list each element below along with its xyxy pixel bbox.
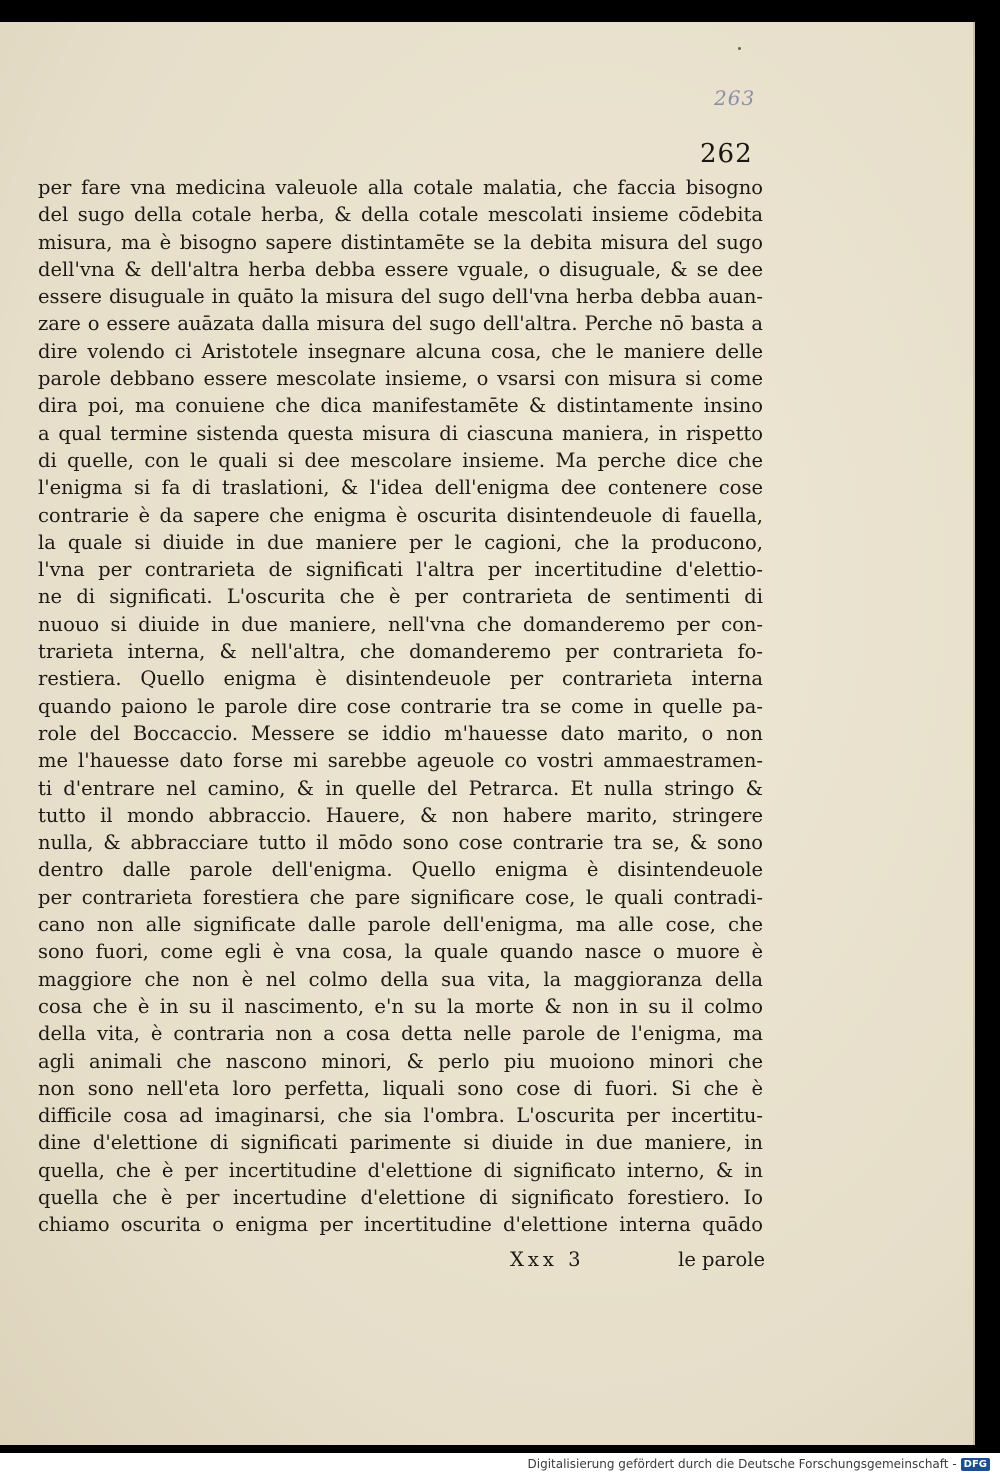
text-line: non sono nell'eta loro perfetta, liquali sono cose di fuori. Si che è <box>38 1076 763 1100</box>
text-line: la quale si diuide in due maniere per le cagioni, che la producono, <box>38 530 763 554</box>
text-line: tutto il mondo abbraccio. Hauere, & non habere marito, stringere <box>38 803 763 827</box>
text-line: della vita, è contraria non a cosa detta nelle parole de l'enigma, ma <box>38 1022 763 1046</box>
text-line: l'enigma si fa di traslationi, & l'idea dell'enigma dee contenere cose <box>38 476 763 500</box>
text-line: dire volendo ci Aristotele insegnare alcuna cosa, che le maniere delle <box>38 339 763 363</box>
text-line: dine d'elettione di significati parimente si diuide in due maniere, in <box>38 1131 763 1155</box>
text-line: quella, che è per incertitudine d'elettione di significato interno, & in <box>38 1158 763 1182</box>
credit-bar <box>0 1453 1000 1479</box>
paper-speck <box>738 47 741 50</box>
text-line: per fare vna medicina valeuole alla cotale malatia, che faccia bisogno <box>38 176 763 199</box>
text-line: restiera. Quello enigma è disintendeuole per contrarieta interna <box>38 667 763 691</box>
text-line: dell'vna & dell'altra herba debba essere vguale, o disuguale, & se dee <box>38 257 763 281</box>
text-line: essere disuguale in quāto la misura del sugo dell'vna herba debba auan- <box>38 285 763 309</box>
text-line: sono fuori, come egli è vna cosa, la quale quando nasce o muore è <box>38 940 763 964</box>
text-line: contrarie è da sapere che enigma è oscurita disintendeuole di fauella, <box>38 503 763 527</box>
text-line: agli animali che nascono minori, & perlo piu muoiono minori che <box>38 1049 763 1073</box>
text-line: me l'hauesse dato forse mi sarebbe ageuole co vostri ammaestramen- <box>38 749 763 773</box>
text-line: quando paiono le parole dire cose contrarie tra se come in quelle pa- <box>38 694 763 718</box>
text-line: di quelle, con le quali si dee mescolare insieme. Ma perche dice che <box>38 448 763 472</box>
text-line: cano non alle significate dalle parole dell'enigma, ma alle cose, che <box>38 913 763 937</box>
text-line: dentro dalle parole dell'enigma. Quello enigma è disintendeuole <box>38 858 763 882</box>
text-line: nulla, & abbracciare tutto il mōdo sono cose contrarie tra se, & sono <box>38 831 763 855</box>
book-page <box>0 22 975 1445</box>
text-line: del sugo della cotale herba, & della cotale mescolati insieme cōdebita <box>38 203 763 227</box>
text-line: trarieta interna, & nell'altra, che domanderemo per contrarieta fo- <box>38 640 763 664</box>
page-number: 262 <box>700 139 753 169</box>
text-line: zare o essere auāzata dalla misura del sugo dell'altra. Perche nō basta a <box>38 312 763 336</box>
signature-mark: Xxx 3 <box>510 1248 585 1271</box>
credit-line <box>528 1457 991 1471</box>
text-line: chiamo oscurita o enigma per incertitudine d'elettione interna quādo <box>38 1213 763 1237</box>
text-line: role del Boccaccio. Messere se iddio m'hauesse dato marito, o non <box>38 721 763 745</box>
text-line: parole debbano essere mescolate insieme, o vsarsi con misura si come <box>38 367 763 391</box>
dfg-logo: DFG <box>961 1458 990 1471</box>
catchword: le parole <box>678 1248 765 1271</box>
credit-text: Digitalisierung gefördert durch die Deutsche Forschungsgemeinschaft - <box>527 1457 957 1471</box>
text-line: ne di significati. L'oscurita che è per contrarieta de sentimenti di <box>38 585 763 609</box>
text-line: ti d'entrare nel camino, & in quelle del Petrarca. Et nulla stringo & <box>38 776 763 800</box>
page-footer <box>510 1248 765 1276</box>
text-line: maggiore che non è nel colmo della sua vita, la maggioranza della <box>38 967 763 991</box>
pencil-folio-note: 263 <box>714 86 756 110</box>
text-line: quella che è per incertudine d'elettione di significato forestiero. Io <box>38 1185 763 1209</box>
text-line: misura, ma è bisogno sapere distintamēte se la debita misura del sugo <box>38 230 763 254</box>
text-line: difficile cosa ad imaginarsi, che sia l'ombra. L'oscurita per incertitu- <box>38 1104 763 1128</box>
text-line: l'vna per contrarieta de significati l'altra per incertitudine d'elettio- <box>38 558 763 582</box>
body-text <box>38 174 763 1239</box>
text-line: dira poi, ma conuiene che dica manifestamēte & distintamente insino <box>38 394 763 418</box>
text-line: per contrarieta forestiera che pare significare cose, le quali contradi- <box>38 885 763 909</box>
text-line: cosa che è in su il nascimento, e'n su la morte & non in su il colmo <box>38 994 763 1018</box>
text-line: nuouo si diuide in due maniere, nell'vna che domanderemo per con- <box>38 612 763 636</box>
text-line: a qual termine sistenda questa misura di ciascuna maniera, in rispetto <box>38 421 763 445</box>
